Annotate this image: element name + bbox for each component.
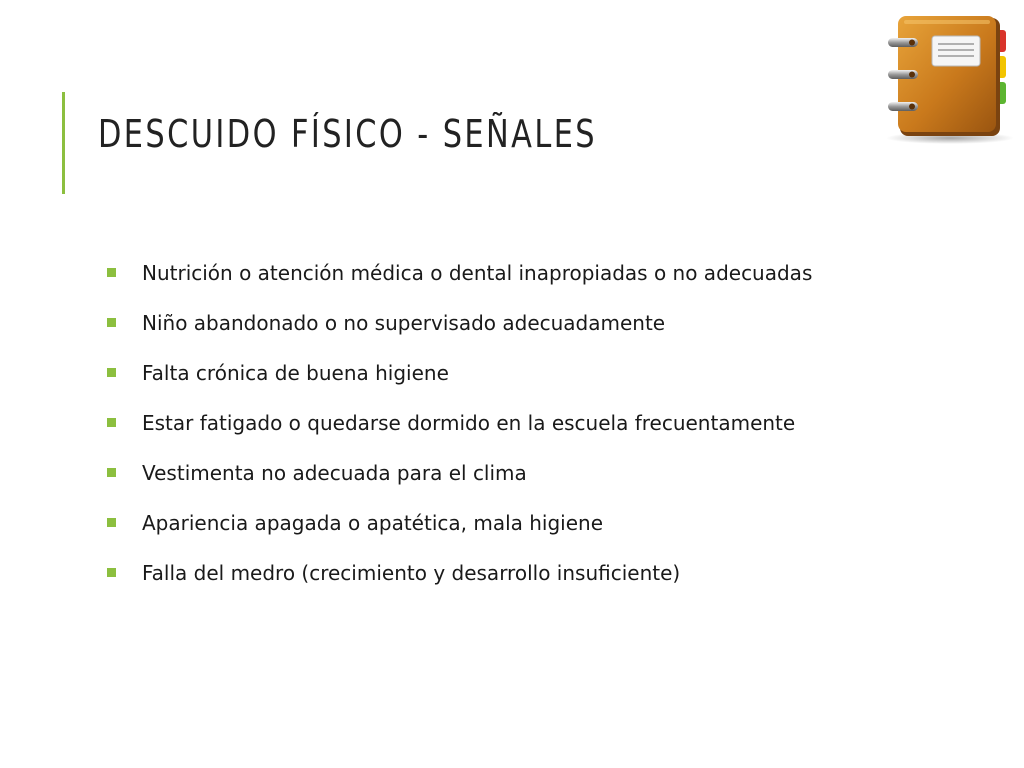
bullet-text: Falta crónica de buena higiene: [142, 361, 449, 385]
square-bullet-icon: [107, 468, 116, 477]
bullet-text: Estar fatigado o quedarse dormido en la escuela frecuentamente: [142, 411, 796, 435]
list-item: [106, 358, 906, 388]
list-item: [106, 308, 906, 338]
bullet-text: Apariencia apagada o apatética, mala higiene: [142, 511, 604, 535]
title-accent-bar: [62, 92, 65, 194]
square-bullet-icon: [107, 368, 116, 377]
square-bullet-icon: [107, 318, 116, 327]
bullet-text: Niño abandonado o no supervisado adecuadamente: [142, 311, 666, 335]
notebook-icon: [880, 8, 1016, 148]
list-item: [106, 508, 906, 538]
list-item: [106, 408, 906, 438]
square-bullet-icon: [107, 418, 116, 427]
list-item: [106, 558, 906, 588]
square-bullet-icon: [107, 268, 116, 277]
bullet-text: Vestimenta no adecuada para el clima: [142, 461, 527, 485]
bullet-list: [106, 258, 906, 608]
square-bullet-icon: [107, 518, 116, 527]
square-bullet-icon: [107, 568, 116, 577]
slide-title: DESCUIDO FÍSICO - SEÑALES: [98, 112, 598, 156]
list-item: [106, 458, 906, 488]
list-item: [106, 258, 906, 288]
bullet-text: Falla del medro (crecimiento y desarrollo insuficiente): [142, 561, 681, 585]
bullet-text: Nutrición o atención médica o dental inapropiadas o no adecuadas: [142, 261, 813, 285]
